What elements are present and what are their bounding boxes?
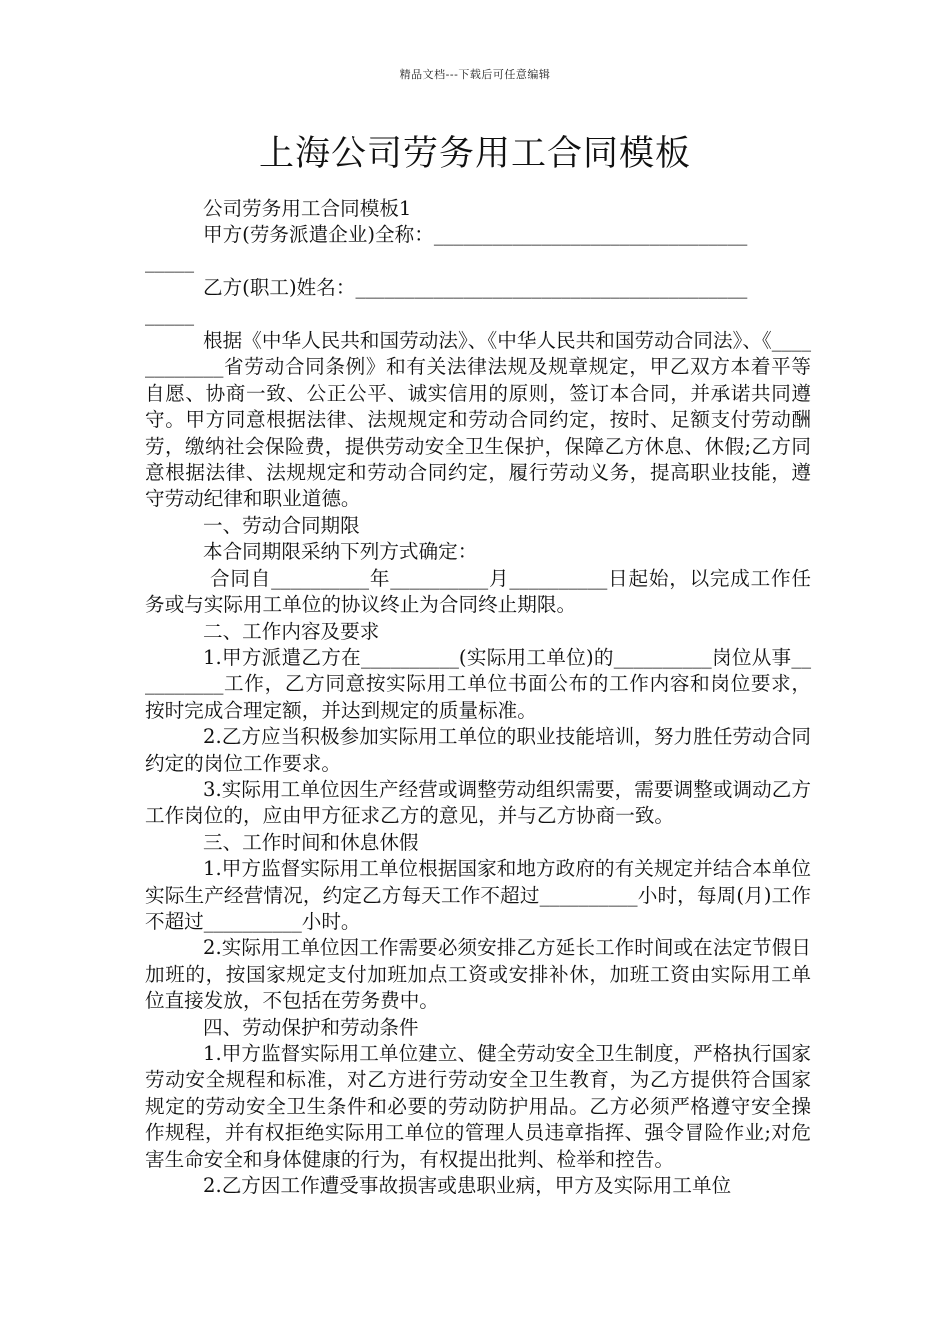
paragraph: 2.实际用工单位因工作需要必须安排乙方延长工作时间或在法定节假日加班的，按国家规定支付加班加点工资或安排补休，加班工资由实际用工单位直接发放，不包括在劳务费中。 xyxy=(145,936,811,1013)
header-note: 精品文档---下载后可任意编辑 xyxy=(399,68,551,81)
section-heading: 三、工作时间和休息休假 xyxy=(203,830,419,854)
paragraph: 1.甲方监督实际用工单位根据国家和地方政府的有关规定并结合本单位实际生产经营情况，约定乙方每天工作不超过__________小时，每周(月)工作不超过__________小时。 xyxy=(145,857,811,933)
paragraph: 1.甲方派遣乙方在__________(实际用工单位)的__________岗位从事__________工作，乙方同意按实际用工单位书面公布的工作内容和岗位要求，按时完成合理定额，并达到规定的质量标准。 xyxy=(145,645,811,722)
section-heading: 一、劳动合同期限 xyxy=(203,513,360,537)
paragraph: 3.实际用工单位因生产经营或调整劳动组织需要，需要调整或调动乙方工作岗位的，应由甲方征求乙方的意见，并与乙方协商一致。 xyxy=(145,777,811,828)
section-heading: 二、工作内容及要求 xyxy=(203,619,380,643)
document-title: 上海公司劳务用工合同模板 xyxy=(258,134,691,174)
document-body xyxy=(145,196,811,1199)
paragraph: 1.甲方监督实际用工单位建立、健全劳动安全卫生制度，严格执行国家劳动安全规程和标准，对乙方进行劳动安全卫生教育，为乙方提供符合国家规定的劳动安全卫生条件和必要的劳动防护用品。乙方必须严格遵守安全操作规程，并有权拒绝实际用工单位的管理人员违章指挥、强令冒险作业;对危害生命安全和身体健康的行为，有权提出批判、检举和控告。 xyxy=(145,1042,811,1171)
party-a-field: 甲方(劳务派遣企业)全称：________________________________ _____ xyxy=(145,223,748,273)
party-b-field: 乙方(职工)姓名：________________________________________ _____ xyxy=(145,276,748,326)
paragraph: 合同自__________年__________月__________日起始，以完成工作任务或与实际用工单位的协议终止为合同终止期限。 xyxy=(145,566,812,617)
section-heading: 四、劳动保护和劳动条件 xyxy=(203,1015,419,1039)
paragraph: 公司劳务用工合同模板1 xyxy=(203,197,412,220)
paragraph: 本合同期限采纳下列方式确定： xyxy=(203,540,478,564)
paragraph: 2.乙方应当积极参加实际用工单位的职业技能培训，努力胜任劳动合同约定的岗位工作要求。 xyxy=(145,725,811,775)
paragraph: 根据《中华人民共和国劳动法》、《中华人民共和国劳动合同法》、《____________省劳动合同条例》和有关法律法规及规章规定，甲乙双方本着平等自愿、协商一致、公正公平、诚实信用的原则，签订本合同，并承诺共同遵守。甲方同意根据法律、法规规定和劳动合同约定，按时、足额支付劳动酬劳，缴纳社会保险费，提供劳动安全卫生保护，保障乙方休息、休假;乙方同意根据法律、法规规定和劳动合同约定，履行劳动义务，提高职业技能，遵守劳动纪律和职业道德。 xyxy=(145,329,811,511)
paragraph: 2.乙方因工作遭受事故损害或患职业病，甲方及实际用工单位 xyxy=(203,1174,732,1198)
